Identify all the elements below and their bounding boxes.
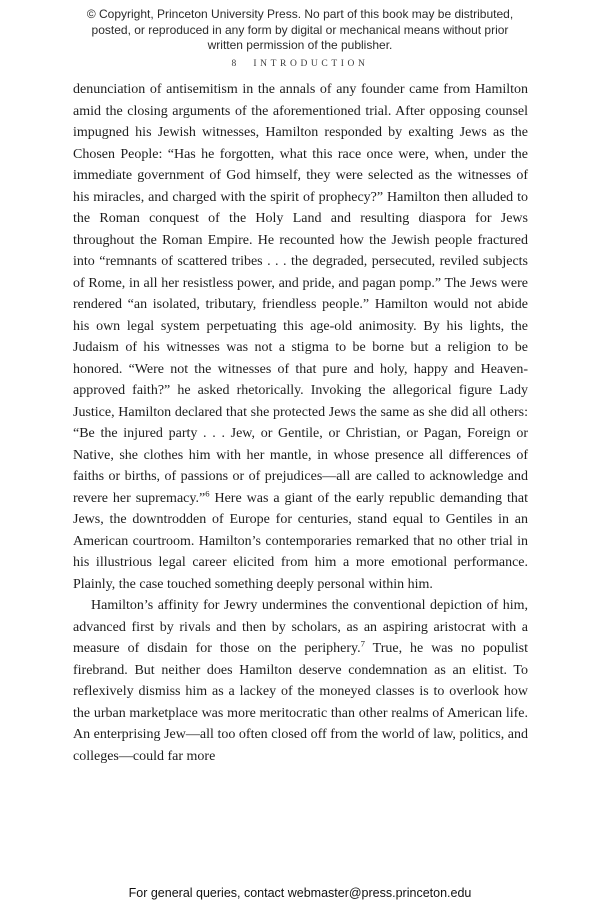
paragraph-2 (73, 595, 528, 767)
footnote-ref-6: 6 (205, 487, 210, 498)
paragraph-1-text-continued: Here was a giant of the early republic demanding that Jews, the downtrodden of Europe for centuries, stand equal to Gentiles in an American courtroom. Hamilton’s contemporaries remarked that no other trial in his illustrious legal career elicited from him a more emotional performance. Plainly, the case touched something deeply personal within him. (73, 490, 528, 592)
copyright-notice: © Copyright, Princeton University Press. No part of this book may be distributed, posted, or reproduced in any form by digital or mechanical means without prior written permission of the publisher. (86, 7, 514, 52)
paragraph-1 (73, 79, 528, 595)
section-title: INTRODUCTION (253, 59, 369, 69)
paragraph-1-text: denunciation of antisemitism in the annals of any founder came from Hamilton amid the closing arguments of the aforementioned trial. After opposing counsel impugned his Jewish witnesses, Hamilton responded by exalting Jews as the Chosen People: “Has he forgotten, what this race once were, when, under the immediate government of God himself, they were selected as the witnesses of his miracles, and charged with the spirit of prophecy?” Hamilton then alluded to the Roman conquest of the Holy Land and resulting diaspora for Jews throughout the Roman Empire. He recounted how the Jewish people fractured into “remnants of scattered tribes . . . the degraded, persecuted, reviled subjects of Rome, in all her resistless power, and pride, and pagan pomp.” The Jews were rendered “an isolated, tributary, friendless people.” Hamilton would not abide his own legal system perpetuating this age-old animosity. By his lights, the Judaism of his witnesses was not a stigma to be borne but a religion to be honored. “Were not the witnesses of that pure and holy, happy and Heaven-approved faith?” he asked rhetorically. Invoking the allegorical figure Lady Justice, Hamilton declared that she protected Jews the same as she did all others: “Be the injured party . . . Jew, or Gentile, or Christian, or Pagan, Foreign or Native, she clothes him with her mantle, in whose presence all differences of faiths or births, of passions or of prejudices—all are called to acknowledge and revere her supremacy.” (73, 82, 528, 506)
paragraph-2-text-continued: True, he was no populist firebrand. But neither does Hamilton deserve condemnation as an elitist. To reflexively dismiss him as a lackey of the moneyed classes is to overlook how the urban marketplace was more meritocratic than other realms of American life. An enterprising Jew—all too often closed off from the world of law, politics, and colleges—could far more (73, 641, 528, 764)
running-head (0, 59, 600, 69)
page-number: 8 (231, 59, 238, 69)
footnote-ref-7: 7 (360, 638, 365, 649)
paragraph-2-text: Hamilton’s affinity for Jewry undermines the conventional depiction of him, advanced first by rivals and then by scholars, as an aspiring aristocrat with a measure of disdain for those on the periphery. (73, 598, 528, 656)
footer-query-note: For general queries, contact webmaster@press.princeton.edu (128, 886, 472, 900)
body-text-column (73, 79, 528, 767)
